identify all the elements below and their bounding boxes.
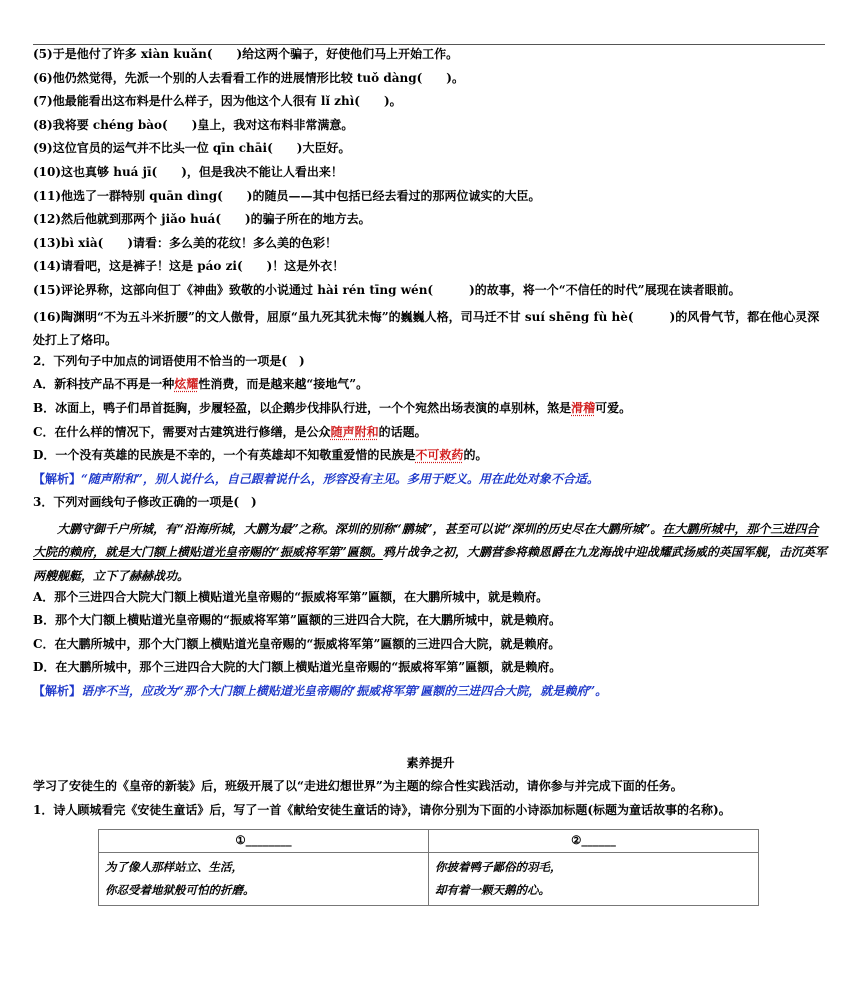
item-10: (10)这也真够 huá jī( )，但是我决不能让人看出来！ xyxy=(33,164,343,179)
poem-1-line-2: 你忍受着地狱般可怕的折磨。 xyxy=(105,883,255,898)
worksheet-page xyxy=(33,46,828,906)
q2-c-post: 的话题。 xyxy=(378,424,427,439)
q2-explain-tag: 【解析】 xyxy=(33,471,82,486)
q2-stem: 2．下列句子中加点的词语使用不恰当的一项是( ) xyxy=(33,353,305,368)
task-1: 1．诗人顾城看完《安徒生童话》后，写了一首《献给安徒生童话的诗》，请你分别为下面的小诗添加标题(标题为童话故事的名称)。 xyxy=(33,802,731,817)
item-14: (14)请看吧，这是裤子！这是 páo zi( )！这是外衣！ xyxy=(33,259,345,274)
poem-table xyxy=(98,829,759,906)
q2-option-a xyxy=(33,376,828,400)
q3-option-b: B．那个大门额上横贴道光皇帝赐的“振威将军第”匾额的三进四合大院，在大鹏所城中，就是赖府。 xyxy=(33,613,561,628)
poem-title-blank-2[interactable]: ②______ xyxy=(429,830,759,853)
q2-a-post: 性消费，而是越来越“接地气”。 xyxy=(198,377,369,392)
question-2 xyxy=(33,353,828,495)
q2-c-word: 随声附和 xyxy=(330,424,379,439)
q3-option-c: C．在大鹏所城中，那个大门额上横贴道光皇帝赐的“振威将军第”匾额的三进四合大院，就是赖府。 xyxy=(33,636,561,651)
q3-explain-tag: 【解析】 xyxy=(33,684,82,699)
q2-b-word: 滑稽 xyxy=(571,400,596,415)
item-9: (9)这位官员的运气并不比头一位 qīn chāi( )大臣好。 xyxy=(33,141,351,156)
q3-stem: 3．下列对画线句子修改正确的一项是( ) xyxy=(33,495,257,510)
poem-1-line-1: 为了像人那样站立、生活， xyxy=(105,860,243,875)
item-13: (13)bì xià( )请看：多么美的花纹！多么美的色彩！ xyxy=(33,235,338,250)
q3-passage xyxy=(33,518,828,589)
q3-option-d: D．在大鹏所城中，那个三进四合大院的大门额上横贴道光皇帝赐的“振威将军第”匾额，就是赖府。 xyxy=(33,660,562,675)
q3-explain-text: 语序不当，应改为“那个大门额上横贴道光皇帝赐的‘振威将军第’匾额的三进四合大院，就是赖府”。 xyxy=(81,684,608,699)
header-rule xyxy=(33,44,825,45)
section-gap xyxy=(33,707,828,755)
item-5: (5)于是他付了许多 xiàn kuǎn( )给这两个骗子，好使他们马上开始工作。 xyxy=(33,47,459,61)
poem-title-blank-1[interactable]: ①________ xyxy=(99,830,429,853)
q2-option-b xyxy=(33,400,828,424)
q2-explanation xyxy=(33,471,828,495)
poem-2-line-2: 却有着一颗天鹅的心。 xyxy=(435,883,550,898)
pinyin-items xyxy=(33,46,828,353)
item-11: (11)他选了一群特别 quān dìng( )的随员——其中包括已经去看过的那两位诚实的大臣。 xyxy=(33,188,541,203)
section-title: 素养提升 xyxy=(406,755,455,770)
q3-option-a: A．那个三进四合大院大门额上横贴道光皇帝赐的“振威将军第”匾额，在大鹏所城中，就是赖府。 xyxy=(33,589,549,604)
q2-c-pre: C．在什么样的情况下，需要对古建筑进行修缮，是公众 xyxy=(33,424,331,439)
item-8: (8)我将要 chéng bào( )皇上，我对这布料非常满意。 xyxy=(33,117,354,132)
q3-passage-pre: 大鹏守御千户所城，有“沿海所城，大鹏为最”之称。深圳的别称“鹏城”，甚至可以说“深圳的历史尽在大鹏所城”。 xyxy=(57,521,663,536)
q2-a-word: 炫耀 xyxy=(174,377,199,392)
item-16: (16)陶渊明“不为五斗米折腰”的文人傲骨，屈原“虽九死其犹未悔”的巍巍人格，司马迁不甘 suí shēng fù hè( )的风骨气节，都在他心灵深处打上了烙印。 xyxy=(33,309,820,348)
q3-passage-post: 鸦片战争之初，大鹏营参将赖恩爵在九龙海战中迎战耀武扬威的英国军舰，击沉英军两艘舰艇，立下了赫赫战功。 xyxy=(33,545,827,584)
q2-a-pre: A．新科技产品不再是一种 xyxy=(33,377,175,392)
item-6: (6)他仍然觉得，先派一个别的人去看看工作的进展情形比较 tuǒ dàng( )。 xyxy=(33,70,464,85)
q3-explanation xyxy=(33,683,828,707)
poem-2-line-1: 你披着鸭子鄙俗的羽毛， xyxy=(435,860,562,875)
q2-b-pre: B．冰面上，鸭子们昂首挺胸，步履轻盈，以企鹅步伐排队行进，一个个宛然出场表演的卓别林，煞是 xyxy=(33,400,572,415)
q2-explain-text: “随声附和”，别人说什么，自己跟着说什么，形容没有主见。多用于贬义。用在此处对象不合适。 xyxy=(81,471,599,486)
item-15: (15)评论界称，这部向但丁《神曲》致敬的小说通过 hài rén tīng wén( )的故事，将一个“不信任的时代”展现在读者眼前。 xyxy=(33,282,741,297)
q3-underlined-sentence: 在大鹏所城中，那个三进四合大院的赖府，就是大门额上横贴道光皇帝赐的“振威将军第”匾额。 xyxy=(33,521,819,560)
poem-cell-2 xyxy=(429,853,759,906)
q2-d-pre: D．一个没有英雄的民族是不幸的，一个有英雄却不知敬重爱惜的民族是 xyxy=(33,448,416,463)
q2-d-word: 不可救药 xyxy=(415,448,464,463)
q2-option-d xyxy=(33,447,828,471)
section-intro: 学习了安徒生的《皇帝的新装》后，班级开展了以“走进幻想世界”为主题的综合性实践活动，请你参与并完成下面的任务。 xyxy=(33,779,683,794)
section-literacy xyxy=(33,755,828,907)
item-12: (12)然后他就到那两个 jiǎo huá( )的骗子所在的地方去。 xyxy=(33,212,371,227)
q2-option-c xyxy=(33,424,828,448)
poem-cell-1 xyxy=(99,853,429,906)
q2-b-post: 可爱。 xyxy=(595,400,632,415)
item-7: (7)他最能看出这布料是什么样子，因为他这个人很有 lǐ zhì( )。 xyxy=(33,94,402,109)
question-3 xyxy=(33,494,828,706)
q2-d-post: 的。 xyxy=(463,448,488,463)
